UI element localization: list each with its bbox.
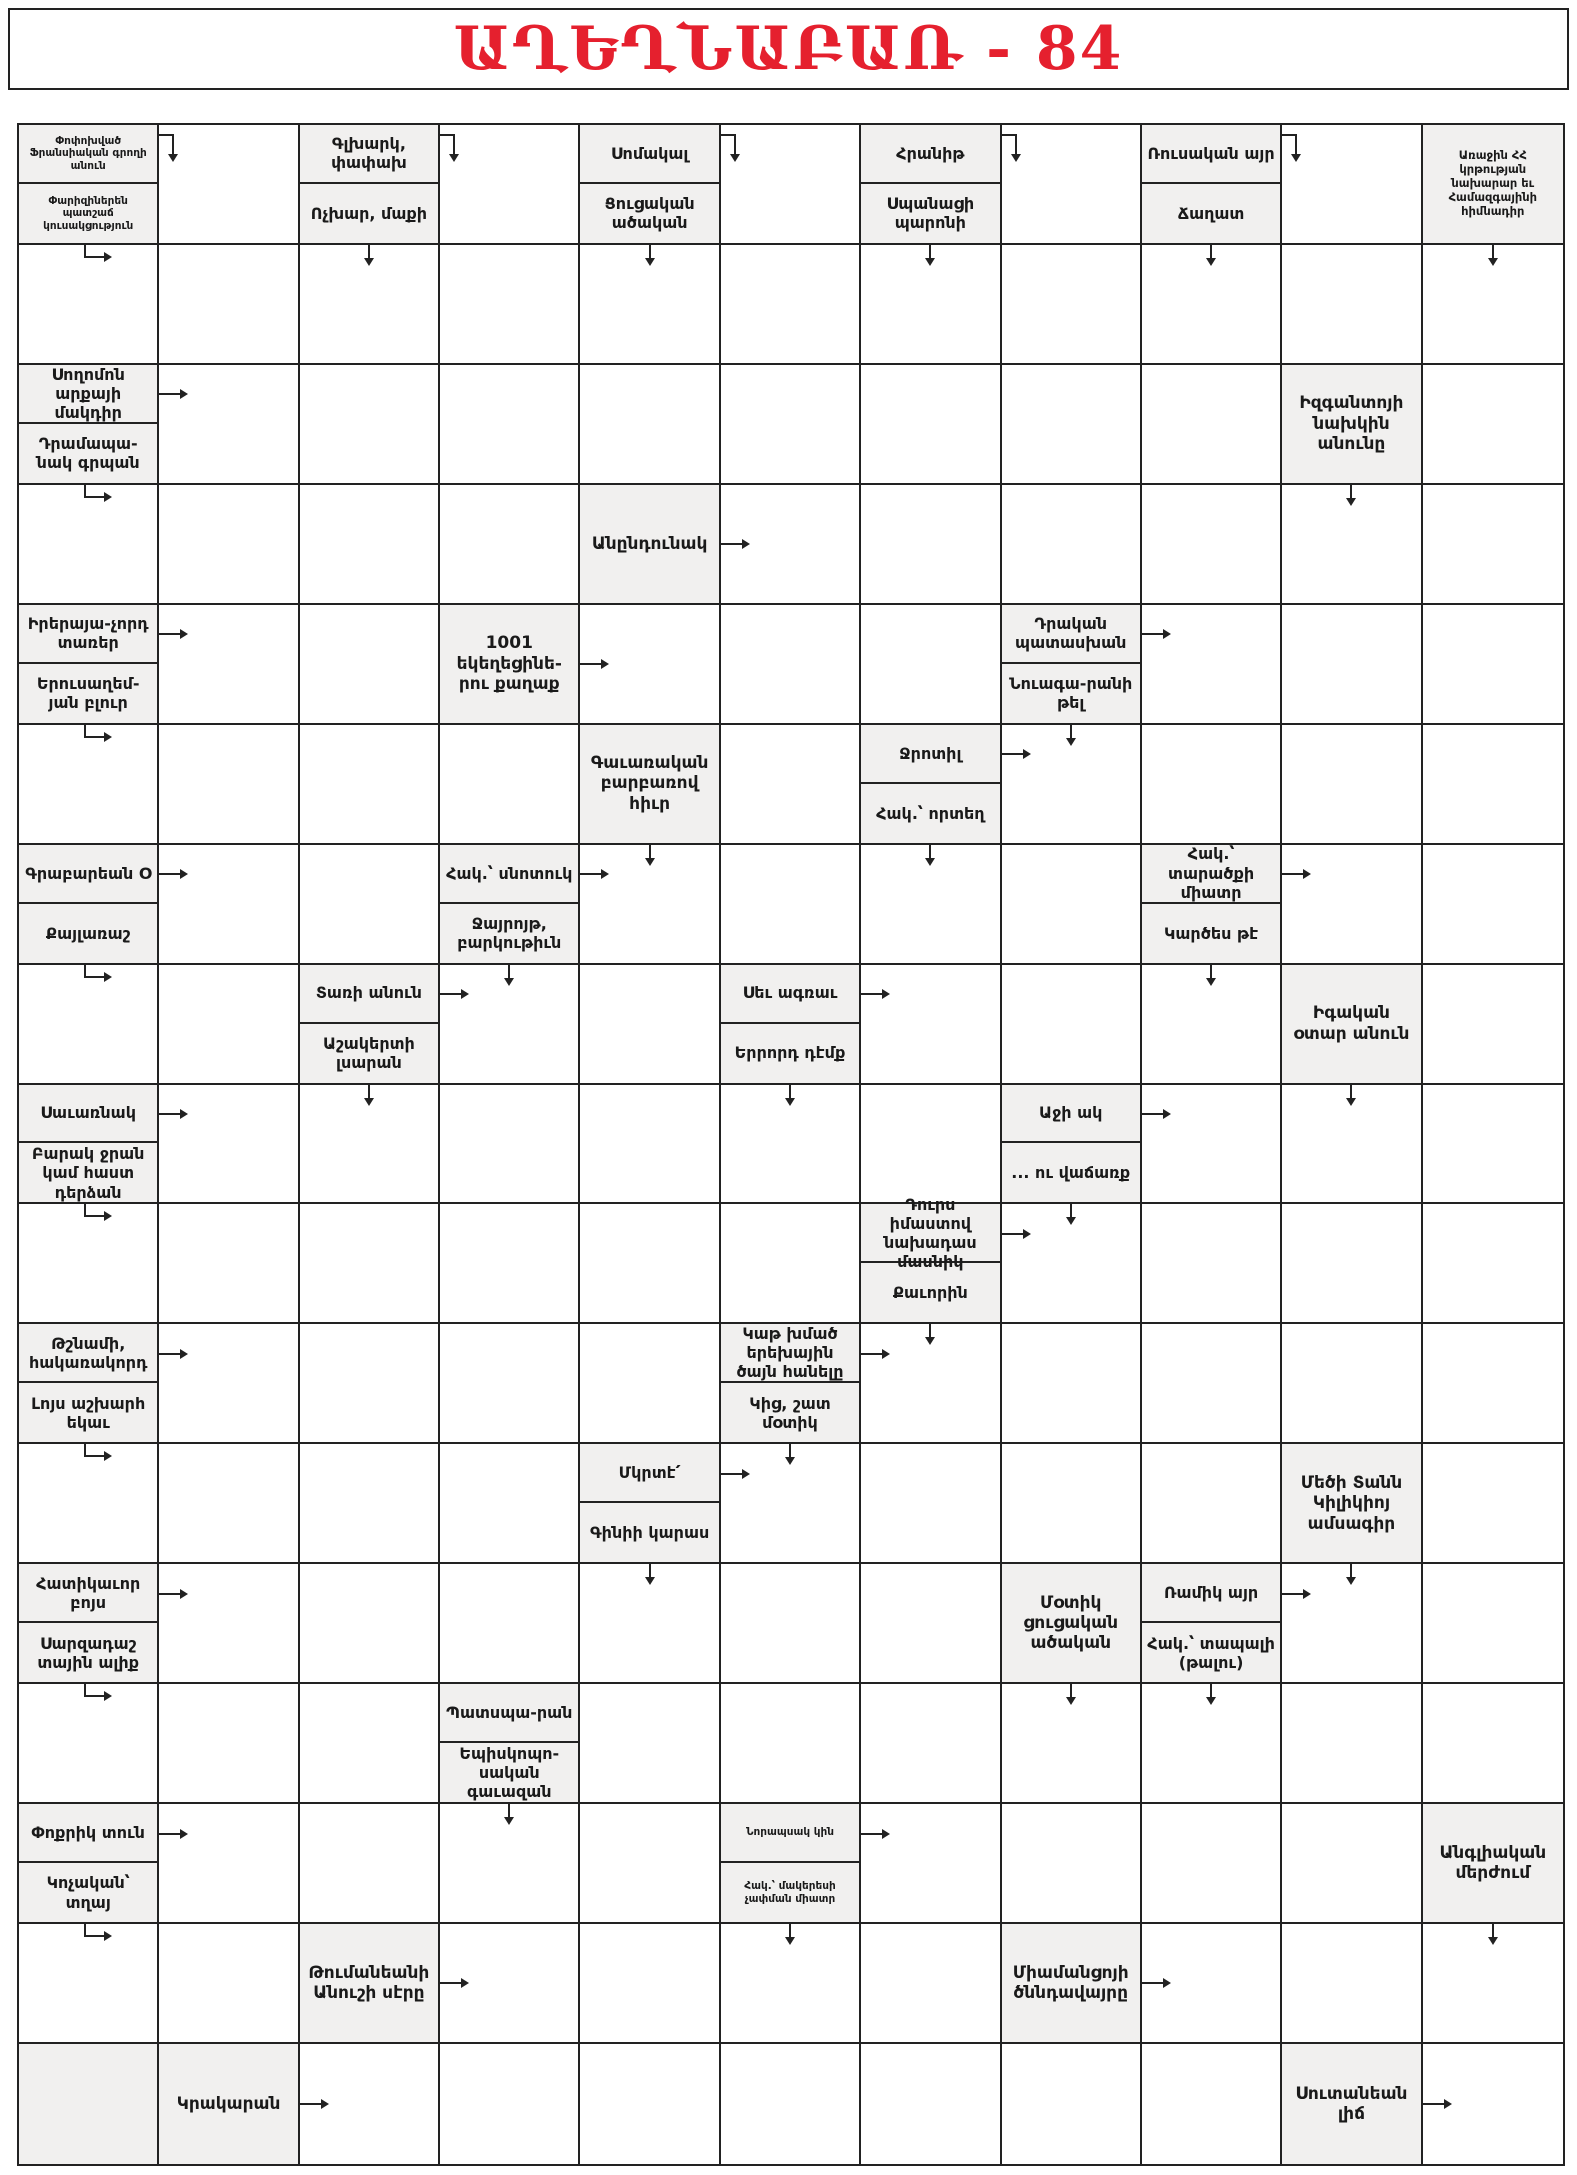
crossword-grid [17,123,1565,2166]
clue-text: Իգական օտար անուն [1293,1003,1410,1044]
clue-text-lower: Սպանացի պարոնի [886,194,975,233]
clue-text-upper: Հակ.՝ տարածքի միատր [1142,845,1280,904]
grid-cell[interactable] [1142,485,1282,605]
grid-cell[interactable] [580,1804,720,1924]
clue-text-lower: Հակ.՝ մակերեսի չափման միատր [744,1880,836,1905]
grid-cell[interactable] [1423,605,1563,725]
grid-cell[interactable] [861,605,1001,725]
grid-cell[interactable] [19,1684,159,1804]
grid-cell[interactable] [440,485,580,605]
clue-cell [300,1924,440,2044]
clue-cell [721,1324,861,1444]
grid-cell[interactable] [159,965,299,1085]
grid-cell[interactable] [1142,965,1282,1085]
grid-cell[interactable] [1002,125,1142,245]
clue-text-upper: Իրերայա-չորդ տառեր [19,605,157,664]
grid-cell[interactable] [1142,725,1282,845]
clue-text-upper: Հրանիթ [861,125,999,184]
grid-cell[interactable] [861,845,1001,965]
grid-cell[interactable] [300,845,440,965]
grid-cell[interactable] [19,1924,159,2044]
clue-text-lower: Քաւորին [892,1283,968,1303]
grid-cell[interactable] [861,485,1001,605]
grid-cell[interactable] [580,1564,720,1684]
grid-cell[interactable] [1423,725,1563,845]
grid-cell[interactable] [1423,2044,1563,2164]
clue-text-upper: Փոփոխված Ֆրանսիական գրողի անուն [19,125,157,184]
clue-text: Իզգանտոյի նախկին անունը [1299,393,1404,455]
clue-text-upper: Սոմակալ [580,125,718,184]
clue-text-lower: Կոչական՝ տղայ [46,1873,130,1912]
grid-cell[interactable] [1142,1924,1282,2044]
clue-text: Թումանեանի Անուշի սէրը [308,1962,430,2004]
clue-cell [19,125,159,245]
grid-cell[interactable] [580,245,720,365]
grid-cell[interactable] [1423,365,1563,485]
grid-cell[interactable] [440,365,580,485]
clue-text-lower: Սարզադաշ տային ալիք [37,1633,139,1672]
grid-cell[interactable] [300,725,440,845]
grid-cell[interactable] [861,965,1001,1085]
grid-cell[interactable] [440,1804,580,1924]
grid-cell[interactable] [300,365,440,485]
grid-cell[interactable] [1282,245,1422,365]
clue-text-lower: Եպիսկոպո-սական գաւազան [459,1743,560,1802]
clue-text: Գաւառական բարբառով հիւր [590,753,709,814]
grid-cell[interactable] [1423,965,1563,1085]
clue-text-upper: Գլխարկ, փափախ [300,125,438,184]
grid-cell[interactable] [861,1444,1001,1564]
grid-cell[interactable] [861,245,1001,365]
grid-cell[interactable] [1423,1324,1563,1444]
clue-text-lower: Ճաղատ [1177,203,1245,223]
clue-cell [1142,845,1282,965]
clue-cell [1423,1804,1563,1924]
clue-text: Անընդունակ [591,533,708,554]
clue-text-lower: Քայլառաշ [45,923,131,943]
grid-cell[interactable] [19,725,159,845]
grid-cell[interactable] [440,725,580,845]
grid-cell[interactable] [159,245,299,365]
grid-cell[interactable] [721,245,861,365]
clue-cell [19,1324,159,1444]
clue-cell [580,485,720,605]
grid-cell[interactable] [1282,1564,1422,1684]
grid-cell[interactable] [440,1924,580,2044]
grid-cell[interactable] [1002,1324,1142,1444]
clue-cell [300,965,440,1085]
clue-text-lower: Հակ.՝ որտեղ [876,803,985,823]
clue-text: Անգլիական մերժում [1439,1842,1547,1884]
grid-cell[interactable] [300,245,440,365]
grid-cell[interactable] [861,1085,1001,1205]
grid-cell[interactable] [721,1684,861,1804]
grid-cell[interactable] [1142,2044,1282,2164]
grid-cell[interactable] [1423,245,1563,365]
grid-cell[interactable] [1282,1085,1422,1205]
grid-cell[interactable] [580,1324,720,1444]
clue-text-upper: Կաթ խմած երեխային ծայն հանելը [721,1324,859,1383]
grid-cell[interactable] [721,1924,861,2044]
grid-cell[interactable] [300,1684,440,1804]
grid-cell[interactable] [440,1085,580,1205]
title-banner [8,8,1569,90]
clue-cell [19,365,159,485]
grid-cell[interactable] [580,1924,720,2044]
clue-text-upper: Աջի ակ [1002,1085,1140,1144]
grid-cell[interactable] [1282,725,1422,845]
grid-cell[interactable] [159,1684,299,1804]
grid-cell[interactable] [861,1324,1001,1444]
clue-text-upper: Դրական պատասխան [1002,605,1140,664]
grid-cell[interactable] [721,725,861,845]
grid-cell[interactable] [1142,1204,1282,1324]
clue-text-lower: Լոյս աշխարհ եկաւ [31,1393,146,1432]
grid-cell[interactable] [1002,1804,1142,1924]
grid-cell[interactable] [1002,965,1142,1085]
grid-cell[interactable] [440,245,580,365]
clue-cell [440,1684,580,1804]
grid-cell[interactable] [440,1564,580,1684]
grid-cell[interactable] [300,1804,440,1924]
grid-cell[interactable] [159,845,299,965]
clue-cell [580,1444,720,1564]
grid-cell[interactable] [1282,125,1422,245]
clue-cell [1282,2044,1422,2164]
clue-cell [440,845,580,965]
clue-cell [721,965,861,1085]
grid-cell[interactable] [1142,1085,1282,1205]
grid-cell[interactable] [1002,2044,1142,2164]
grid-cell[interactable] [440,965,580,1085]
grid-cell[interactable] [721,1564,861,1684]
grid-cell[interactable] [580,965,720,1085]
grid-cell[interactable] [1282,1924,1422,2044]
grid-cell[interactable] [861,1684,1001,1804]
clue-text-upper: Ռուսական այր [1142,125,1280,184]
clue-text-lower: Երուսաղեմ-յան բլուր [36,674,140,713]
grid-cell[interactable] [300,605,440,725]
grid-cell[interactable] [1282,485,1422,605]
grid-cell[interactable] [580,365,720,485]
clue-text-lower: Կից, շատ մօտիկ [749,1393,831,1432]
clue-cell [580,725,720,845]
grid-cell[interactable] [1002,485,1142,605]
clue-text-lower: Փարիզիներեն պատշաճ կուսակցություն [43,194,134,232]
grid-cell[interactable] [1002,1444,1142,1564]
clue-text-upper: Հատիկաւոր բոյս [19,1564,157,1623]
clue-text-lower: Հակ.՝ տապալի (թալու) [1147,1633,1275,1672]
clue-text-upper: Հակ.՝ սնոտուկ [440,845,578,904]
grid-cell[interactable] [159,725,299,845]
clue-text-lower: Դրամապա-նակ գրպան [36,434,140,473]
clue-text-lower: Ջայրոյթ, բարկութիւն [457,913,562,953]
clue-text-upper: Պատսպա-րան [440,1684,578,1743]
clue-text-lower: Գինիի կարաս [590,1523,710,1543]
grid-cell[interactable] [1142,245,1282,365]
grid-cell[interactable] [1282,1324,1422,1444]
clue-cell [19,605,159,725]
clue-text: Սուտանեան լիճ [1295,2083,1408,2125]
clue-cell [861,725,1001,845]
clue-text-upper: Սաւառնակ [19,1085,157,1144]
clue-cell [1282,365,1422,485]
grid-cell[interactable] [1282,1204,1422,1324]
grid-cell[interactable] [1002,1204,1142,1324]
grid-cell[interactable] [580,1204,720,1324]
clue-text: Միամանցոյի ծննդավայրը [1012,1962,1129,2004]
clue-text-lower: Երրորդ դէմք [734,1043,846,1063]
grid-cell[interactable] [721,845,861,965]
grid-cell[interactable] [440,1204,580,1324]
grid-cell[interactable] [1423,1204,1563,1324]
clue-text-upper: Թշնամի, հակառակորդ [19,1324,157,1383]
grid-cell[interactable] [19,1204,159,1324]
clue-cell [1282,1444,1422,1564]
grid-cell[interactable] [861,1804,1001,1924]
grid-cell[interactable] [721,1204,861,1324]
grid-cell[interactable] [159,605,299,725]
clue-text: Մօտիկ ցուցական ածական [1023,1592,1119,1654]
grid-cell[interactable] [300,1564,440,1684]
clue-cell [1002,1564,1142,1684]
clue-text-upper: Ռամիկ այր [1142,1564,1280,1623]
grid-cell[interactable] [159,1324,299,1444]
clue-text-lower: Նուագա-րանի թել [1009,674,1133,713]
clue-cell [1002,605,1142,725]
clue-cell [861,1194,1001,1324]
clue-cell [1423,125,1563,245]
clue-cell [580,125,720,245]
clue-cell [19,1085,159,1205]
grid-cell[interactable] [721,605,861,725]
grid-cell[interactable] [440,1324,580,1444]
grid-cell[interactable] [1282,1804,1422,1924]
clue-text-lower: Բարակ ջրան կամ հաստ դերձան [31,1144,145,1202]
grid-cell[interactable] [300,1444,440,1564]
grid-cell[interactable] [440,125,580,245]
grid-cell[interactable] [159,365,299,485]
clue-text-lower: Ցուցական ածական [604,194,695,233]
grid-cell[interactable] [721,2044,861,2164]
clue-text-upper: Սողոմոն արքայի մակդիր [19,365,157,424]
grid-cell[interactable] [861,2044,1001,2164]
grid-cell[interactable] [721,365,861,485]
grid-cell[interactable] [19,1444,159,1564]
grid-cell[interactable] [1142,605,1282,725]
grid-cell[interactable] [1282,845,1422,965]
clue-cell [19,845,159,965]
grid-cell[interactable] [300,1085,440,1205]
clue-text: Մեծի Տանն Կիլիկիոյ ամսագիր [1300,1472,1403,1534]
grid-cell[interactable] [1423,1924,1563,2044]
clue-text: Կրակարան [176,2093,281,2114]
clue-text-upper: Նորապսակ կին [721,1804,859,1863]
grid-cell[interactable] [159,1564,299,1684]
clue-text-upper: Սեւ ագռաւ [721,965,859,1024]
grid-cell[interactable] [1282,1684,1422,1804]
grid-cell[interactable] [580,1684,720,1804]
clue-cell [300,125,440,245]
clue-text-lower: Աշակերտի լսարան [322,1033,415,1073]
grid-cell[interactable] [1423,1564,1563,1684]
clue-cell [19,1804,159,1924]
clue-text-upper: Ջրոտիլ [861,725,999,784]
grid-cell[interactable] [440,2044,580,2164]
grid-cell[interactable] [159,125,299,245]
grid-cell[interactable] [1282,605,1422,725]
clue-cell [1142,1564,1282,1684]
grid-cell[interactable] [580,845,720,965]
clue-cell [1282,965,1422,1085]
blank-shaded-cell [19,2044,159,2164]
grid-cell[interactable] [580,2044,720,2164]
grid-cell[interactable] [300,1204,440,1324]
clue-cell [1002,1924,1142,2044]
grid-cell[interactable] [19,965,159,1085]
grid-cell[interactable] [1002,245,1142,365]
grid-cell[interactable] [1142,1324,1282,1444]
grid-cell[interactable] [1142,365,1282,485]
grid-cell[interactable] [1002,365,1142,485]
clue-cell [159,2044,299,2164]
grid-cell[interactable] [1423,1444,1563,1564]
clue-text-upper: Փոքրիկ տուն [19,1804,157,1863]
grid-cell[interactable] [580,605,720,725]
grid-cell[interactable] [1142,1804,1282,1924]
grid-cell[interactable] [1142,1444,1282,1564]
grid-cell[interactable] [159,1204,299,1324]
clue-text: Առաջին ՀՀ կրթության նախարար եւ Համազգայինի հիմնադիր [1448,148,1538,218]
grid-cell[interactable] [1142,1684,1282,1804]
grid-cell[interactable] [861,365,1001,485]
grid-cell[interactable] [300,1324,440,1444]
grid-cell[interactable] [159,485,299,605]
clue-text: 1001 եկեղեցինե-րու քաղաք [456,633,562,694]
grid-cell[interactable] [1423,485,1563,605]
grid-cell[interactable] [721,1444,861,1564]
clue-text-lower: Ոչխար, մաքի [310,203,427,223]
clue-cell [440,605,580,725]
page-title: ԱՂԵՂՆԱԲԱՌ - 84 [453,14,1124,84]
clue-text-upper: Մկրտէ՛ [580,1444,718,1503]
grid-cell[interactable] [159,1085,299,1205]
grid-cell[interactable] [721,125,861,245]
clue-cell [861,125,1001,245]
grid-cell[interactable] [1002,845,1142,965]
clue-cell [1002,1085,1142,1205]
grid-cell[interactable] [159,1804,299,1924]
clue-cell [721,1804,861,1924]
grid-cell[interactable] [19,245,159,365]
grid-cell[interactable] [440,1444,580,1564]
clue-cell [19,1564,159,1684]
grid-cell[interactable] [1423,1684,1563,1804]
grid-cell[interactable] [159,1924,299,2044]
grid-cell[interactable] [861,1564,1001,1684]
grid-cell[interactable] [19,485,159,605]
grid-cell[interactable] [1002,1684,1142,1804]
grid-cell[interactable] [861,1924,1001,2044]
clue-text-lower: ... ու վաճառք [1011,1163,1131,1183]
grid-cell[interactable] [1423,1085,1563,1205]
clue-text-lower: Կարծես թէ [1164,923,1259,943]
grid-cell[interactable] [159,1444,299,1564]
grid-cell[interactable] [721,1085,861,1205]
grid-cell[interactable] [1002,725,1142,845]
clue-text-upper: Տառի անուն [300,965,438,1024]
grid-cell[interactable] [300,485,440,605]
grid-cell[interactable] [721,485,861,605]
clue-cell [1142,125,1282,245]
clue-text-upper: Գրաբարեան Օ [19,845,157,904]
clue-text-upper: Դուրս իմաստով նախադաս մասնիկ [861,1204,999,1263]
grid-cell[interactable] [300,2044,440,2164]
grid-cell[interactable] [580,1085,720,1205]
grid-cell[interactable] [1423,845,1563,965]
